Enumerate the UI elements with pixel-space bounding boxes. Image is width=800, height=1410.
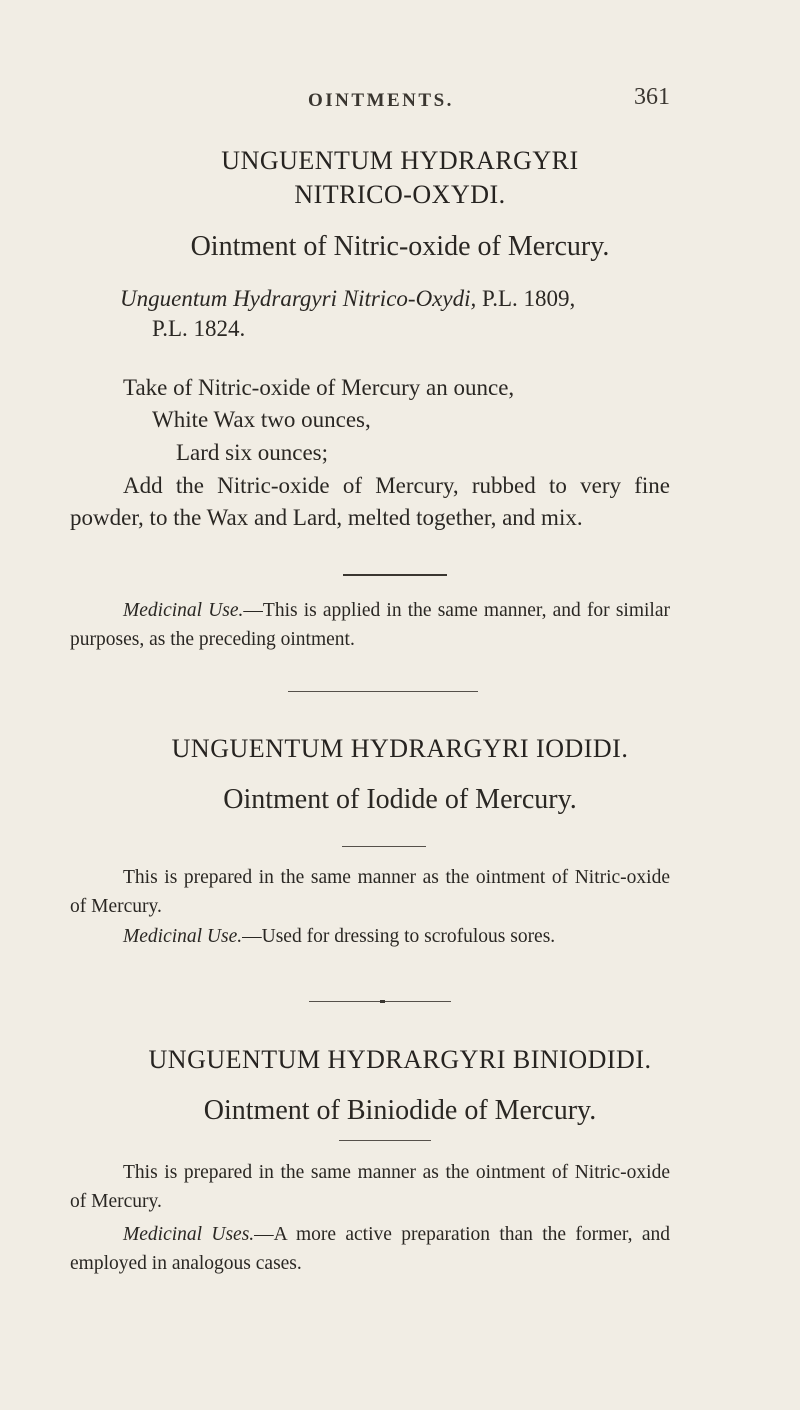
section2-use-paragraph [123,922,683,951]
section1-recipe-line2: White Wax two ounces, [152,407,371,432]
section3-use-label: Medicinal Uses. [123,1224,255,1245]
section3-use-paragraph [70,1220,670,1278]
section1-short-rule [343,574,447,576]
section1-heading-line1: UNGUENTUM HYDRARGYRI [221,146,579,175]
section2-english-name: Ointment of Iodide of Mercury. [223,784,577,815]
section2-use-label: Medicinal Use. [123,926,243,947]
section1-use-paragraph [70,596,670,654]
section3-short-rule [339,1140,431,1141]
running-title: OINTMENTS. [308,90,454,111]
section2-use-text: —Used for dressing to scrofulous sores. [242,926,556,947]
section-divider-2-ornament [380,1000,385,1003]
section3-english-name: Ointment of Biniodide of Mercury. [203,1095,597,1126]
section2-heading: UNGUENTUM HYDRARGYRI IODIDI. [171,734,629,763]
section1-synonym-line1 [120,286,575,312]
section1-english-name: Ointment of Nitric-oxide of Mercury. [190,231,610,262]
section1-synonym-ref2: P.L. 1824. [152,316,246,341]
section1-use-text: —This is applied in the same manner, and for similar purposes, as the preceding ointment. [70,600,670,650]
section3-prep-text: This is prepared in the same manner as the ointment of Nitric-oxide of Mercury. [70,1162,670,1212]
section1-recipe-line1: Take of Nitric-oxide of Mercury an ounce, [123,375,515,400]
section3-heading: UNGUENTUM HYDRARGYRI BINIODIDI. [148,1045,652,1074]
section1-recipe-line3: Lard six ounces; [176,440,329,465]
section1-synonym-latin: Unguentum Hydrargyri Nitrico-Oxydi, [120,286,477,311]
section1-recipe-line4: Add the Nitric-oxide of Mercury, rubbed to very fine powder, to the Wax and Lard, melted together, and mix. [70,473,670,530]
section1-heading-line2: NITRICO-OXYDI. [294,180,506,209]
section3-use-text: —A more active preparation than the former, and employed in analogous cases. [70,1224,670,1274]
section1-synonym-ref1: P.L. 1809, [476,286,576,311]
section2-short-rule [342,846,426,847]
section2-prep-text: This is prepared in the same manner as the ointment of Nitric-oxide of Mercury. [70,867,670,917]
section1-use-label: Medicinal Use. [123,600,244,621]
page-number: 361 [634,84,670,110]
section-divider-1 [288,691,478,692]
running-head [0,84,800,114]
